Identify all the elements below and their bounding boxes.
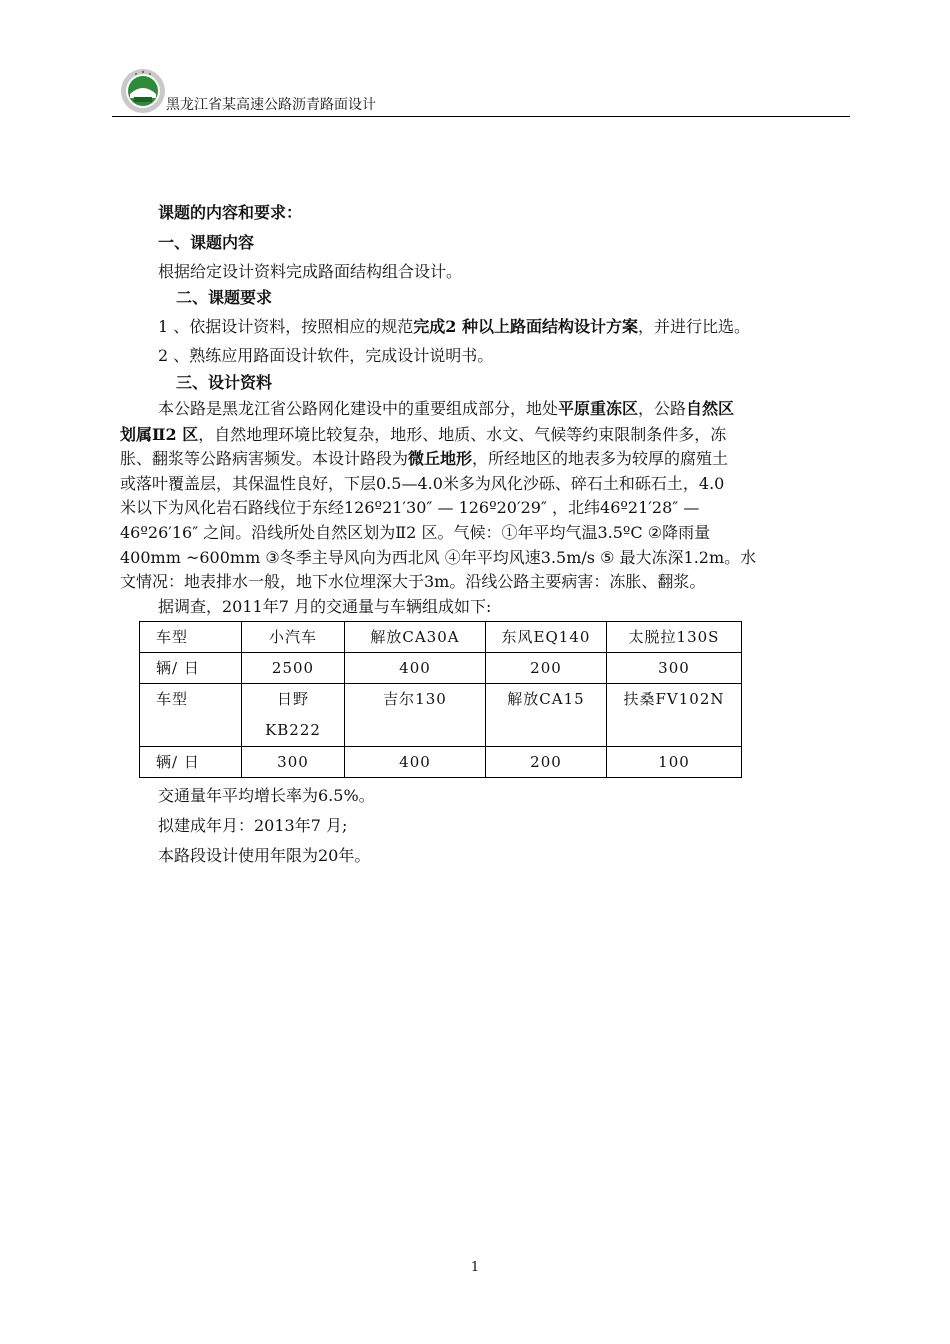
para-text: ，公路 — [638, 399, 687, 418]
header-rule — [112, 116, 850, 117]
section-2-title: 二、课题要求 — [176, 288, 273, 307]
para-text: 胀、翻浆等公路病害频发。本设计路段为 — [120, 449, 409, 468]
university-seal-icon — [120, 68, 166, 114]
para-bold: 平原重冻区 — [558, 399, 639, 418]
traffic-table — [139, 621, 742, 778]
table-cell: 东风EQ140 — [486, 622, 607, 653]
design-para-line-6: 46º26′16″ 之间。沿线所处自然区划为Ⅱ2 区。气候：①年平均气温3.5ºC ②降雨量 — [120, 523, 711, 542]
para-bold: 划属Ⅱ2 区 — [120, 425, 199, 444]
para-bold: 微丘地形 — [408, 449, 473, 468]
para-text: 本公路是黑龙江省公路网化建设中的重要组成部分，地处 — [158, 399, 559, 418]
design-para-line-8: 文情况：地表排水一般，地下水位埋深大于3m。沿线公路主要病害：冻胀、翻浆。 — [120, 572, 706, 591]
requirement-2: 2 、熟练应用路面设计软件，完成设计说明书。 — [158, 346, 494, 365]
table-cell-two-line — [242, 684, 345, 747]
table-cell: 200 — [486, 747, 607, 778]
requirement-1-bold: 完成2 种以上路面结构设计方案 — [413, 317, 638, 336]
para-text: ，所经地区的地表多为较厚的腐殖土 — [472, 449, 729, 468]
table-cell: 吉尔130 — [345, 684, 486, 747]
section-3-title: 三、设计资料 — [176, 373, 273, 392]
growth-rate: 交通量年平均增长率为6.5%。 — [158, 786, 375, 805]
para-bold: 自然区 — [686, 399, 735, 418]
table-row — [140, 653, 742, 684]
table-cell: 辆/ 日 — [140, 747, 242, 778]
table-cell: 车型 — [140, 622, 242, 653]
design-para-line-5: 米以下为风化岩石路线位于东经126º21′30″ — 126º20′29″ ，北纬46º21′28″ — — [120, 498, 700, 517]
cell-line: KB222 — [265, 721, 321, 739]
table-cell: 200 — [486, 653, 607, 684]
section-1-title: 一、课题内容 — [158, 233, 255, 252]
design-para-line-2 — [120, 422, 726, 445]
section-1-text: 根据给定设计资料完成路面结构组合设计。 — [158, 262, 463, 281]
cell-line: 日野 — [276, 690, 309, 708]
table-cell: 辆/ 日 — [140, 653, 242, 684]
design-para-line-1 — [158, 396, 734, 419]
table-cell: 解放CA15 — [486, 684, 607, 747]
table-cell: 100 — [607, 747, 742, 778]
table-cell: 400 — [345, 653, 486, 684]
design-para-line-3 — [120, 446, 728, 469]
para-text: ，自然地理环境比较复杂，地形、地质、水文、气候等约束限制条件多，冻 — [198, 425, 727, 444]
survey-intro: 据调查，2011年7 月的交通量与车辆组成如下: — [158, 597, 492, 616]
table-row — [140, 747, 742, 778]
table-cell: 300 — [607, 653, 742, 684]
table-cell: 小汽车 — [242, 622, 345, 653]
page-number: 1 — [470, 1260, 480, 1275]
requirement-1-post: ，并进行比选。 — [638, 317, 751, 336]
design-life: 本路段设计使用年限为20年。 — [158, 846, 371, 865]
table-row — [140, 684, 742, 747]
table-cell: 解放CA30A — [345, 622, 486, 653]
table-cell: 2500 — [242, 653, 345, 684]
design-para-line-7: 400mm ~600mm ③冬季主导风向为西北风 ④年平均风速3.5m/s ⑤ 最大冻深1.2m。水 — [120, 548, 757, 567]
header-title: 黑龙江省某高速公路沥青路面设计 — [166, 97, 376, 113]
requirement-1-pre: 1 、依据设计资料，按照相应的规范 — [158, 317, 414, 336]
build-date: 拟建成年月：2013年7 月; — [158, 816, 348, 835]
table-cell: 车型 — [140, 684, 242, 747]
requirement-1 — [158, 314, 750, 337]
table-row — [140, 622, 742, 653]
content-heading: 课题的内容和要求： — [158, 203, 303, 222]
table-cell: 扶桑FV102N — [607, 684, 742, 747]
table-cell: 400 — [345, 747, 486, 778]
table-cell: 300 — [242, 747, 345, 778]
design-para-line-4: 或落叶覆盖层，其保温性良好，下层0.5—4.0米多为风化沙砾、碎石土和砾石土，4.0 — [120, 474, 725, 493]
table-cell: 太脱拉130S — [607, 622, 742, 653]
page-header — [112, 68, 850, 118]
